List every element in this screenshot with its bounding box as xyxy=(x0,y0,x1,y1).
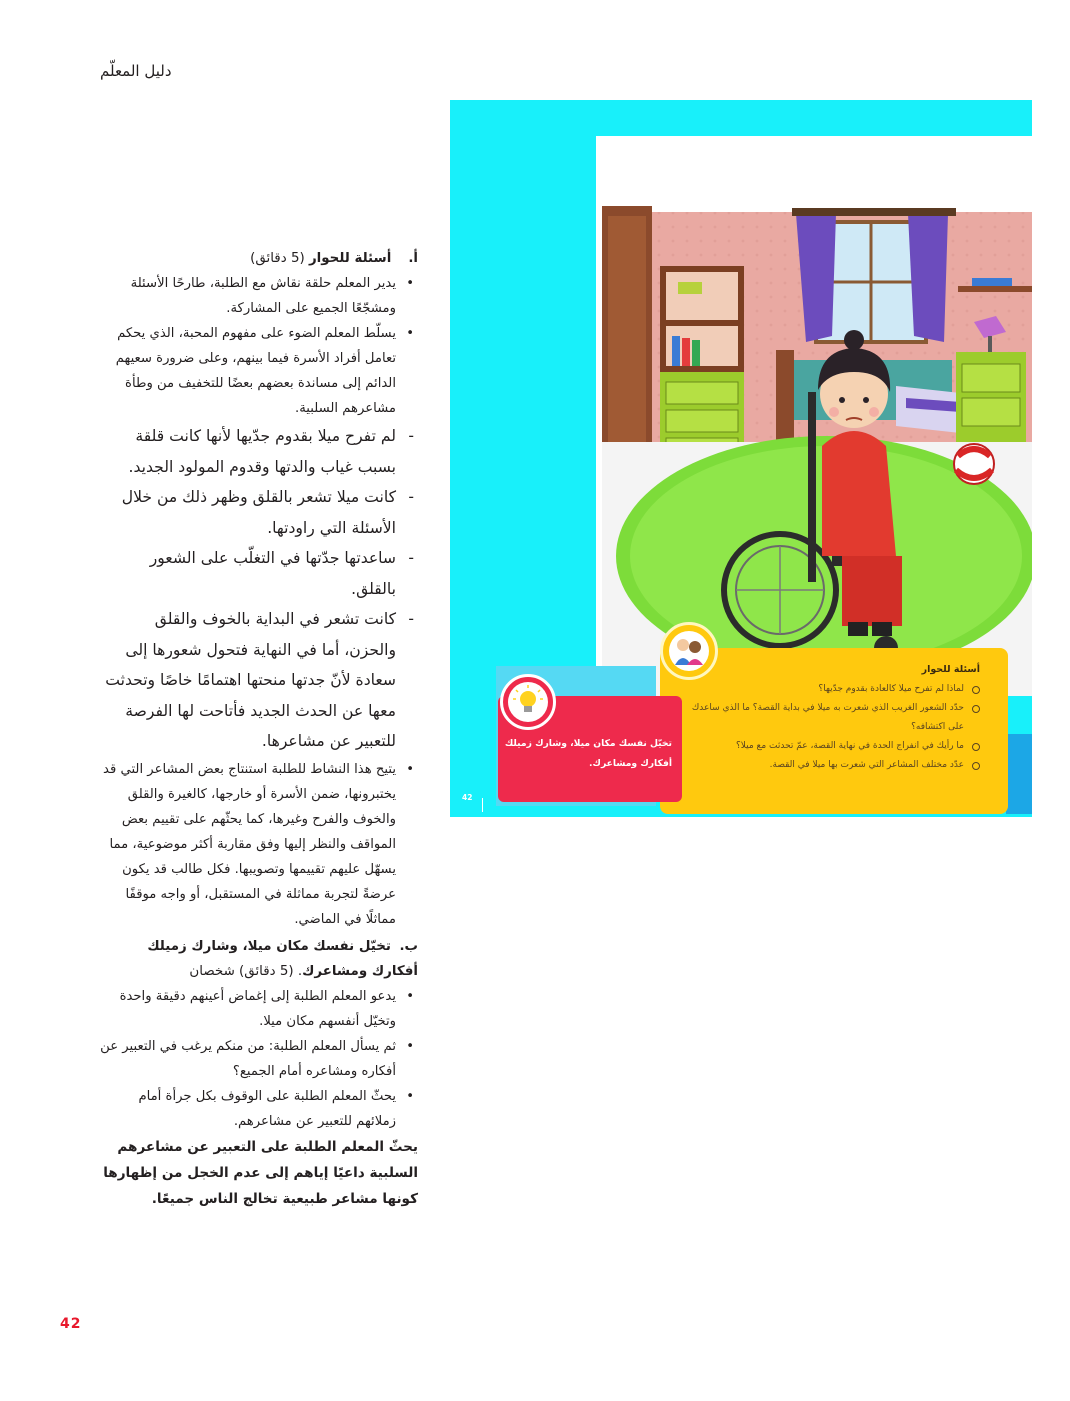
teacher-guide-text xyxy=(100,246,418,1212)
activity-text: تخيّل نفسك مكان ميلا، وشارك زميلك أفكارك ومشاعرك. xyxy=(504,738,672,769)
question-item: عدّد مختلف المشاعر التي شعرت بها ميلا في القصة. xyxy=(650,756,980,775)
section-b-bullet-1: • يدعو المعلم الطلبة إلى إغماض أعينهم دقيقة واحدة وتخيّل أنفسهم مكان ميلا. xyxy=(100,984,418,1034)
section-b-prefix: ب. xyxy=(399,938,418,954)
question-item-continuation: على اكتشافه؟ xyxy=(911,722,964,732)
story-illustration xyxy=(596,136,1032,696)
section-a-bullet-2: • يسلّط المعلم الضوء على مفهوم المحبة، الذي يحكم تعامل أفراد الأسرة فيما بينهم، وعلى ضرورة سعيهم الدائم إلى مساندة بعضهم بعضًا للتخفيف من وطأة مشاعرهم السلبية. xyxy=(100,321,418,421)
family-icon xyxy=(660,622,718,680)
page-number: 42 xyxy=(60,1316,82,1332)
section-b-time: . (5 دقائق) شخصان xyxy=(189,963,303,979)
section-a-title: أسئلة للحوار xyxy=(308,251,392,266)
dialog-questions-title: أسئلة للحوار xyxy=(921,664,980,675)
section-a-prefix: أ. xyxy=(408,251,418,266)
bedroom-scene-image xyxy=(596,136,1032,696)
book-side-strip xyxy=(1006,734,1032,814)
student-book-thumbnail xyxy=(450,100,1032,817)
answer-1: - لم تفرح ميلا بقدوم جدّيها لأنها كانت قلقة بسبب غياب والدتها وقدوم المولود الجديد. xyxy=(100,421,418,482)
section-b-title: تخيّل نفسك مكان ميلا، وشارك زميلك أفكارك ومشاعرك xyxy=(147,938,418,979)
lightbulb-icon xyxy=(508,682,548,722)
dialog-questions-list xyxy=(650,680,980,775)
answer-2: - كانت ميلا تشعر بالقلق وظهر ذلك من خلال الأسئلة التي راودتها. xyxy=(100,482,418,543)
lightbulb-badge xyxy=(500,674,556,730)
section-a-time: (5 دقائق) xyxy=(250,251,305,266)
section-a-bullet-1: • يدير المعلم حلقة نقاش مع الطلبة، طارحًا الأسئلة ومشجّعًا الجميع على المشاركة. xyxy=(100,271,418,321)
question-item: لماذا لم تفرح ميلا كالعادة بقدوم جدّيها؟ xyxy=(650,680,980,699)
dialog-questions-box xyxy=(660,648,1008,814)
page-header-title: دليل المعلّم xyxy=(100,62,172,80)
section-b-bullet-3: • يحثّ المعلم الطلبة على الوقوف بكل جرأة أمام زملائهم للتعبير عن مشاعرهم. xyxy=(100,1084,418,1134)
family-people-icon xyxy=(669,631,709,671)
question-item: ما رأيك في انفراج الحدة في نهاية القصة، عمّ تحدثت مع ميلا؟ xyxy=(650,737,980,756)
section-a-heading xyxy=(100,246,418,271)
book-divider xyxy=(482,798,483,812)
section-b-bullet-2: • ثم يسأل المعلم الطلبة: من منكم يرغب في التعبير عن أفكاره ومشاعره أمام الجميع؟ xyxy=(100,1034,418,1084)
question-item: حدّد الشعور الغريب الذي شعرت به ميلا في بداية القصة؟ ما الذي ساعدك xyxy=(650,699,980,718)
section-a-bullet-3: • يتيح هذا النشاط للطلبة استنتاج بعض المشاعر التي قد يختبرونها، ضمن الأسرة أو خارجها، كالغيرة والقلق والخوف والفرح وغيرها، كما يحثّهم على تقييم بعض المواقف والنظر إليها وفق مقاربة أكثر موضوعية، مما يسهّل عليهم تقييمها وتصويبها. فكل طالب قد يكون عرضةً لتجربة مماثلة في المستقبل، أو واجه موقفًا مماثلًا في الماضي. xyxy=(100,757,418,932)
section-b-heading xyxy=(100,934,418,984)
book-page-number: 42 xyxy=(462,793,473,802)
answer-4: - كانت تشعر في البداية بالخوف والقلق والحزن، أما في النهاية فتحول شعورها إلى سعادة لأنّ جدتها منحتها اهتمامًا خاصًا وتحدثت معها عن الحدث الجديد فأتاحت لها الفرصة للتعبير عن مشاعرها. xyxy=(100,604,418,757)
teacher-note: يحثّ المعلم الطلبة على التعبير عن مشاعرهم السلبية داعيًا إياهم إلى عدم الخجل من إظهارها كونها مشاعر طبيعية تخالج الناس جميعًا. xyxy=(103,1138,418,1207)
answer-3: - ساعدتها جدّتها في التغلّب على الشعور بالقلق. xyxy=(100,543,418,604)
